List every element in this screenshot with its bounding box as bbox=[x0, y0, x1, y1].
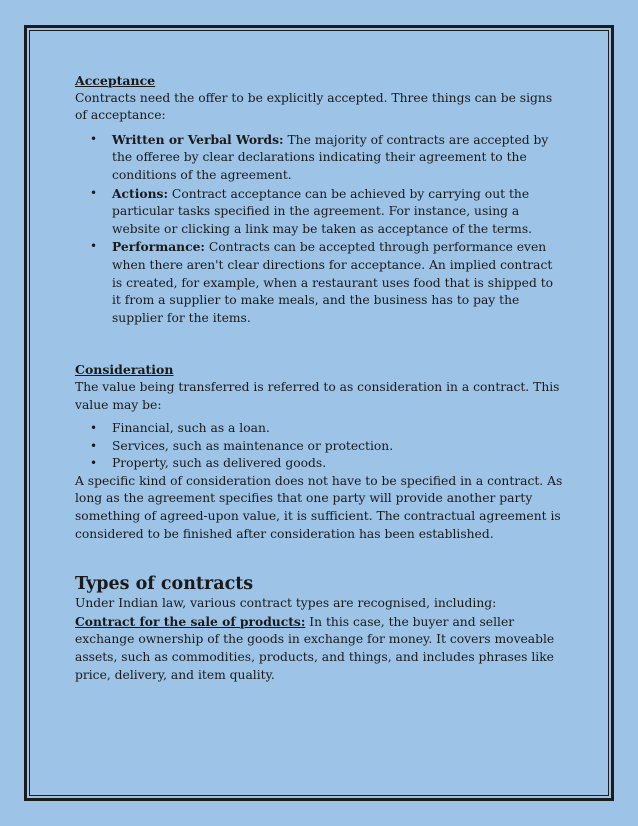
sale-contract-paragraph bbox=[75, 613, 565, 684]
bullet-icon: • bbox=[90, 239, 98, 254]
list-item bbox=[90, 185, 565, 239]
consideration-heading: Consideration bbox=[75, 362, 174, 378]
list-item bbox=[90, 131, 565, 185]
item-text: Contract acceptance can be achieved by carrying out the particular tasks specified in the agreement. For instance, using a website or clicking a link may be taken as acceptance of the terms. bbox=[112, 186, 533, 236]
item-term: Performance: bbox=[112, 239, 205, 255]
item-text: Property, such as delivered goods. bbox=[112, 456, 327, 471]
acceptance-heading: Acceptance bbox=[75, 73, 156, 88]
list-item bbox=[90, 438, 565, 456]
bullet-icon: • bbox=[90, 438, 98, 453]
types-heading: Types of contracts bbox=[75, 574, 254, 595]
consideration-closing: A specific kind of consideration does not have to be specified in a contract. As long as the agreement specifies that one party will provide another party something of agreed-upon value, it is sufficient. The contractual agreement is considered to be finished after consideration has been established. bbox=[75, 473, 563, 541]
list-item bbox=[90, 455, 565, 473]
document-body bbox=[75, 72, 565, 684]
types-intro: Under Indian law, various contract types are recognised, including: bbox=[75, 596, 497, 611]
sale-contract-text: In this case, the buyer and seller exchange ownership of the goods in exchange for money. It covers moveable assets, such as commodities, products, and things, and includes phrases like price, delivery, and item quality. bbox=[75, 614, 555, 682]
list-item bbox=[90, 420, 565, 438]
item-text: Financial, such as a loan. bbox=[112, 421, 270, 436]
acceptance-list bbox=[75, 131, 565, 328]
bullet-icon: • bbox=[90, 185, 98, 200]
sale-contract-term: Contract for the sale of products: bbox=[75, 613, 306, 629]
item-term: Written or Verbal Words: bbox=[112, 131, 284, 147]
item-term: Actions: bbox=[112, 185, 168, 201]
item-text: Services, such as maintenance or protection. bbox=[112, 438, 394, 453]
bullet-icon: • bbox=[90, 456, 98, 471]
acceptance-intro: Contracts need the offer to be explicitly accepted. Three things can be signs of acceptance: bbox=[75, 90, 553, 123]
item-text: The majority of contracts are accepted by the offeree by clear declarations indicating their agreement to the conditions of the agreement. bbox=[112, 132, 549, 182]
item-text: Contracts can be accepted through performance even when there aren't clear directions for acceptance. An implied contract is created, for example, when a restaurant uses food that is shipped to it from a supplier to make meals, and the business has to pay the supplier for the items. bbox=[112, 240, 554, 325]
list-item bbox=[90, 238, 565, 327]
bullet-icon: • bbox=[90, 131, 98, 146]
consideration-list bbox=[75, 420, 565, 473]
consideration-intro: The value being transferred is referred to as consideration in a contract. This value may be: bbox=[75, 379, 560, 412]
bullet-icon: • bbox=[90, 421, 98, 436]
